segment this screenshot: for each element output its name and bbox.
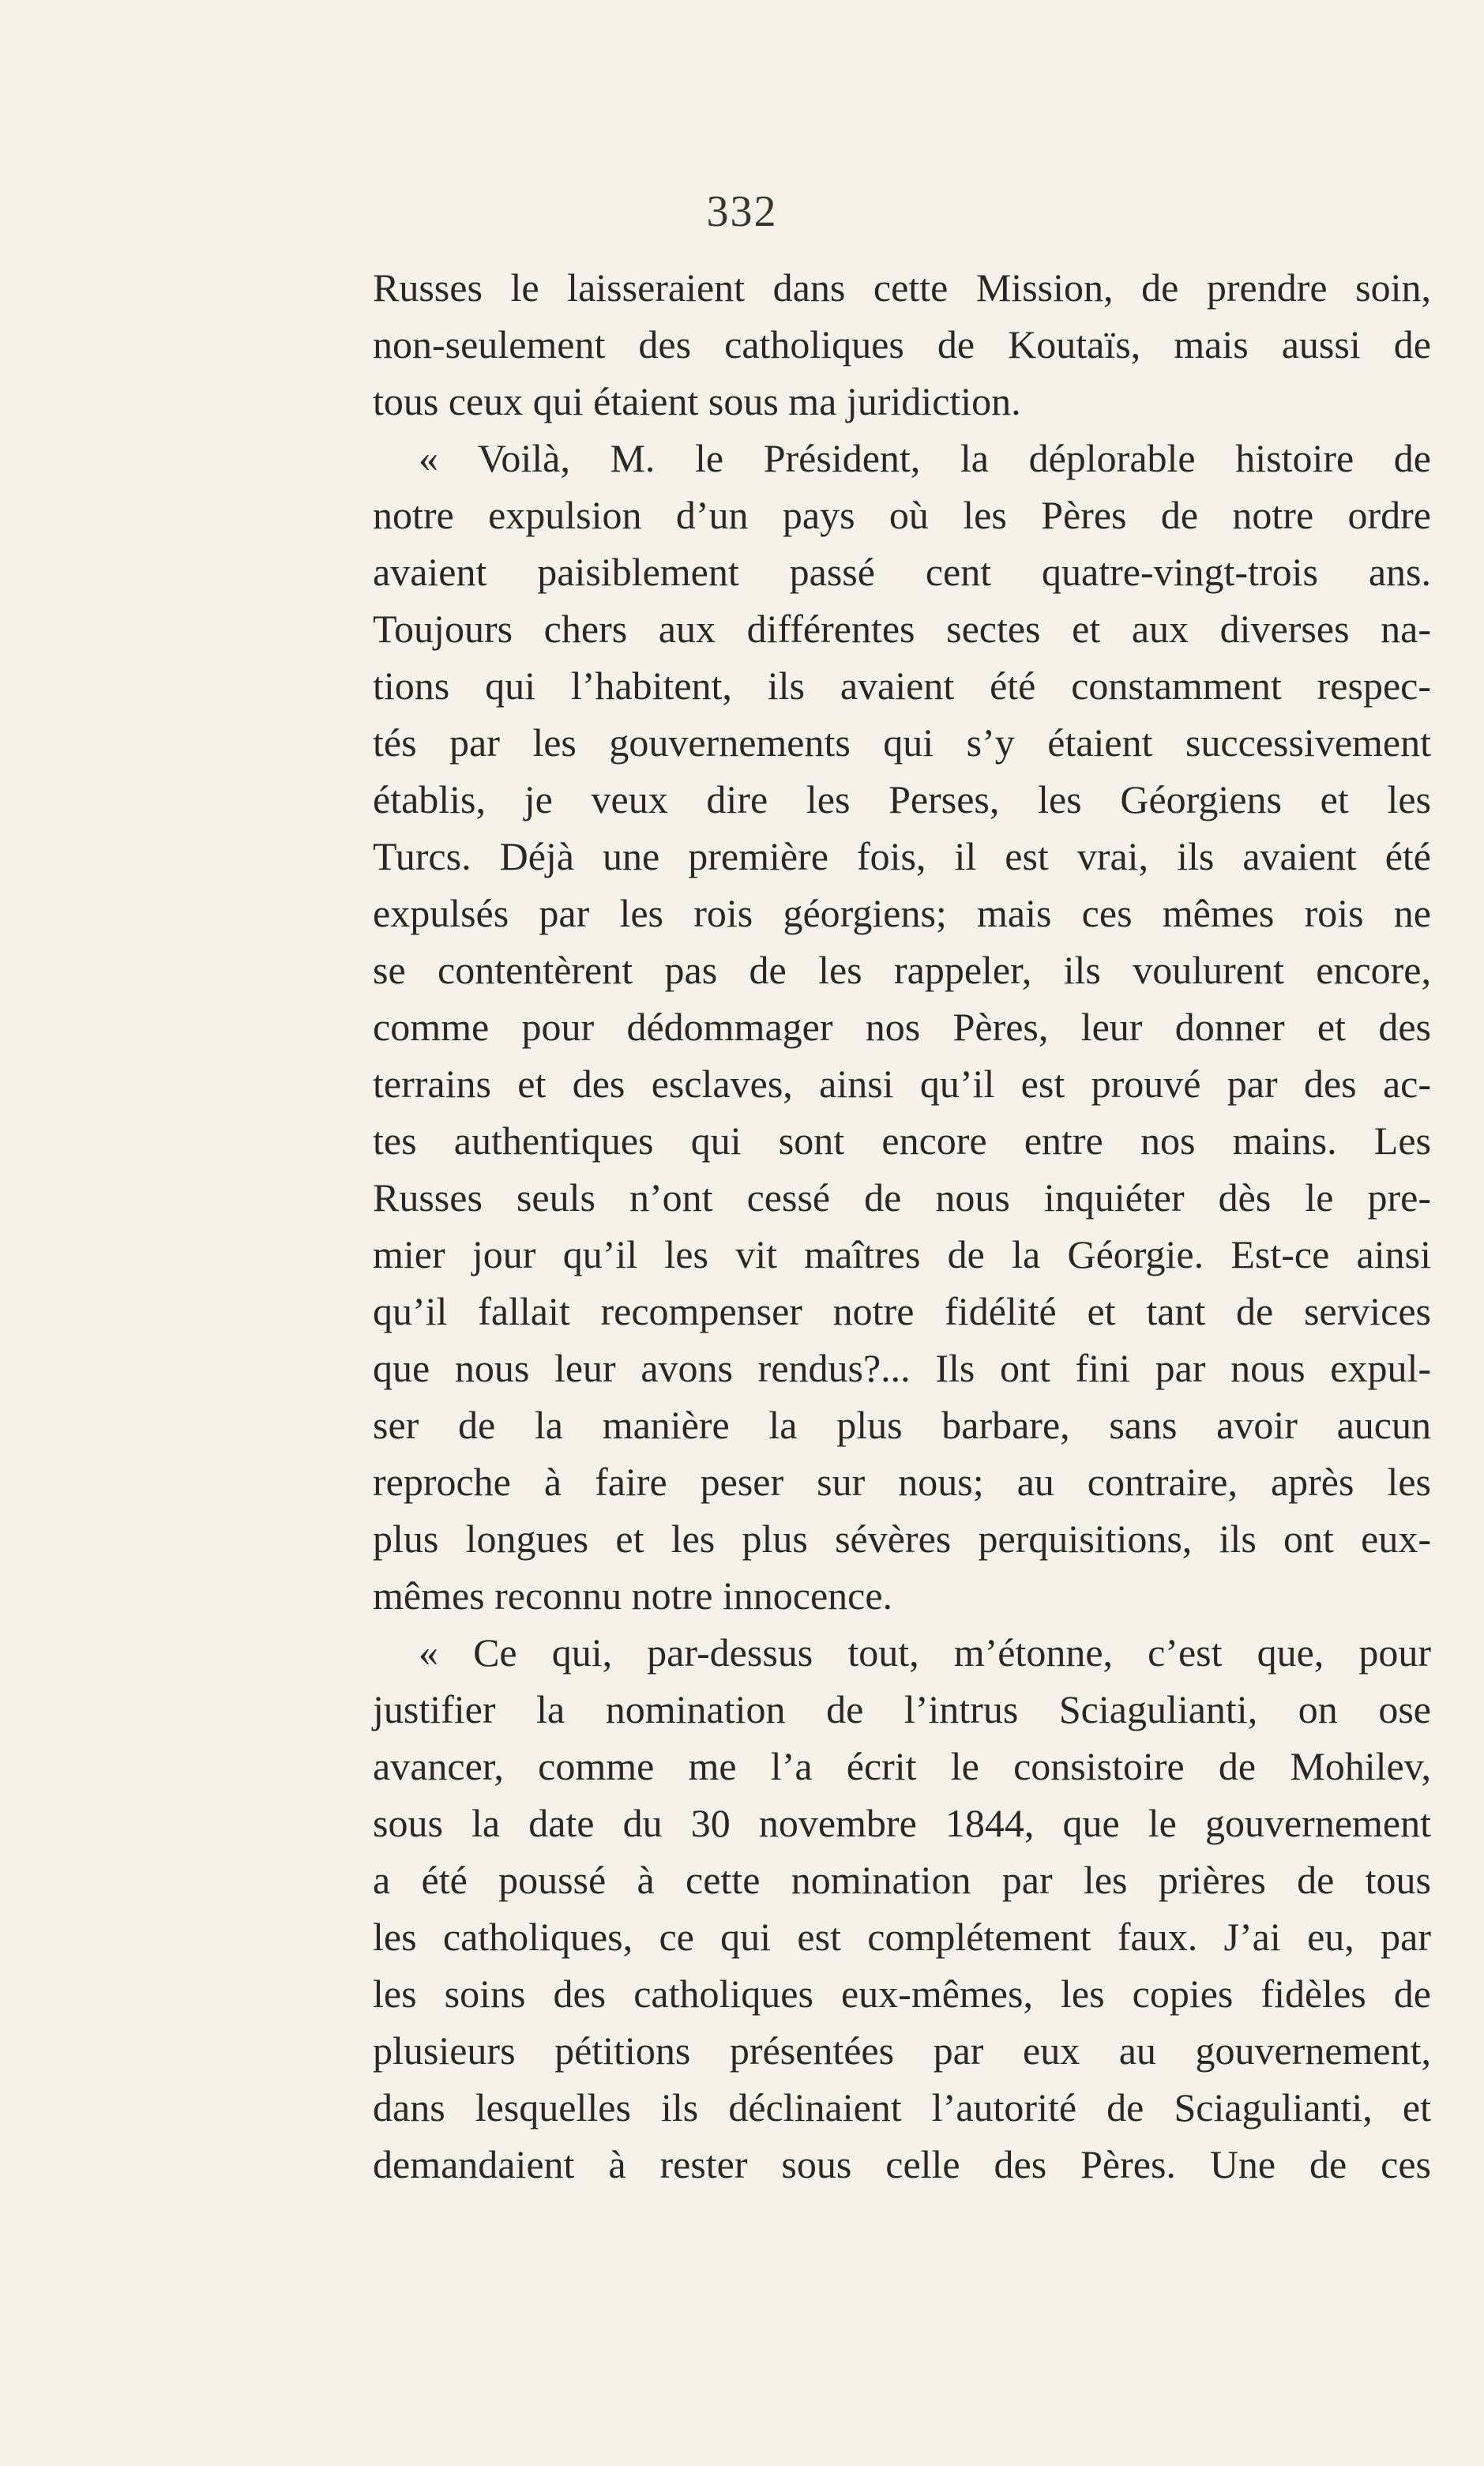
text-line: « Voilà, M. le Président, la déplorable histoire de bbox=[419, 436, 1431, 480]
text-line: Russes seuls n’ont cessé de nous inquiéter dès le pre- bbox=[373, 1175, 1431, 1220]
text-line: tes authentiques qui sont encore entre nos mains. Les bbox=[373, 1118, 1431, 1163]
text-line: établis, je veux dire les Perses, les Géorgiens et les bbox=[373, 777, 1431, 821]
text-line: se contentèrent pas de les rappeler, ils voulurent encore, bbox=[373, 948, 1431, 992]
text-line: avancer, comme me l’a écrit le consistoire de Mohilev, bbox=[373, 1744, 1431, 1788]
text-line: non-seulement des catholiques de Koutaïs, mais aussi de bbox=[373, 322, 1431, 367]
text-line: justifier la nomination de l’intrus Sciagulianti, on ose bbox=[373, 1687, 1431, 1731]
text-line: demandaient à rester sous celle des Pères. Une de ces bbox=[373, 2142, 1431, 2186]
text-line: tions qui l’habitent, ils avaient été constamment respec- bbox=[373, 663, 1431, 708]
text-line: sous la date du 30 novembre 1844, que le gouvernement bbox=[373, 1801, 1431, 1845]
text-line: avaient paisiblement passé cent quatre-vingt-trois ans. bbox=[373, 550, 1431, 594]
text-line: plus longues et les plus sévères perquisitions, ils ont eux- bbox=[373, 1517, 1431, 1561]
text-line: tés par les gouvernements qui s’y étaient successivement bbox=[373, 720, 1431, 765]
text-line: expulsés par les rois géorgiens; mais ces mêmes rois ne bbox=[373, 891, 1431, 935]
text-line: mier jour qu’il les vit maîtres de la Géorgie. Est-ce ainsi bbox=[373, 1232, 1431, 1276]
text-line: ser de la manière la plus barbare, sans avoir aucun bbox=[373, 1403, 1431, 1447]
text-line: a été poussé à cette nomination par les prières de tous bbox=[373, 1858, 1431, 1902]
text-line: Turcs. Déjà une première fois, il est vrai, ils avaient été bbox=[373, 834, 1431, 878]
text-line: Toujours chers aux différentes sectes et aux diverses na- bbox=[373, 607, 1431, 651]
text-line: « Ce qui, par-dessus tout, m’étonne, c’est que, pour bbox=[419, 1630, 1431, 1675]
text-line: les soins des catholiques eux-mêmes, les copies fidèles de bbox=[373, 1972, 1431, 2016]
text-line: que nous leur avons rendus?... Ils ont fini par nous expul- bbox=[373, 1346, 1431, 1390]
text-line: reproche à faire peser sur nous; au contraire, après les bbox=[373, 1460, 1431, 1504]
text-line: terrains et des esclaves, ainsi qu’il est prouvé par des ac- bbox=[373, 1062, 1431, 1106]
page-number: 332 bbox=[706, 187, 778, 236]
text-line: qu’il fallait recompenser notre fidélité et tant de services bbox=[373, 1289, 1431, 1333]
text-line: notre expulsion d’un pays où les Pères de notre ordre bbox=[373, 493, 1431, 537]
text-line: tous ceux qui étaient sous ma juridiction. bbox=[373, 379, 1021, 423]
text-line: Russes le laisseraient dans cette Mission, de prendre soin, bbox=[373, 265, 1431, 310]
text-line: les catholiques, ce qui est complétement faux. J’ai eu, par bbox=[373, 1915, 1431, 1959]
text-line: mêmes reconnu notre innocence. bbox=[373, 1573, 893, 1618]
body-text bbox=[373, 259, 1431, 2193]
text-line: plusieurs pétitions présentées par eux au gouvernement, bbox=[373, 2028, 1431, 2073]
text-line: comme pour dédommager nos Pères, leur donner et des bbox=[373, 1005, 1431, 1049]
text-line: dans lesquelles ils déclinaient l’autorité de Sciagulianti, et bbox=[373, 2085, 1431, 2130]
